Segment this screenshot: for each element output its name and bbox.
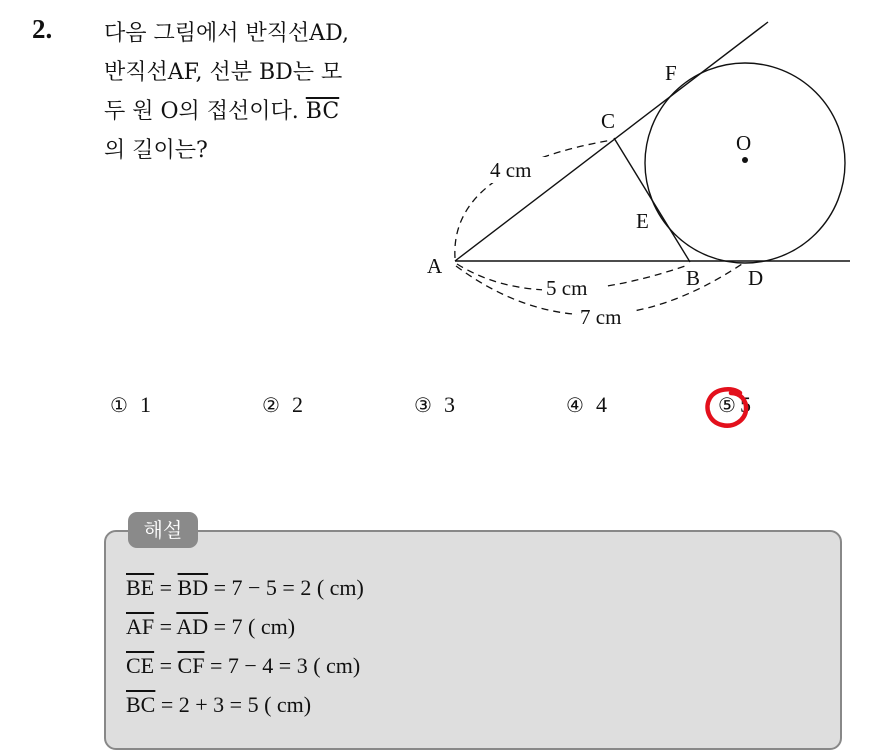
ray-af [455,22,768,261]
question-line-2: 반직선AF, 선분 BD는 모 [104,60,343,85]
choice-1[interactable] [110,392,151,418]
choice-4[interactable] [566,392,607,418]
solution-line-1-eq: = [154,575,178,600]
solution-line-2 [126,607,364,646]
choice-4-value: 4 [595,392,607,417]
choice-1-value: 1 [139,392,151,417]
solution-line-3 [126,646,364,685]
choice-3-value: 3 [443,392,455,417]
choice-2[interactable] [262,392,303,418]
point-label-a: A [427,254,443,278]
solution-line-3-rest: = 7 − 4 = 3 ( cm) [204,653,361,678]
solution-line-1-rest: = 7 − 5 = 2 ( cm) [208,575,364,600]
choice-4-number: ④ [566,393,584,417]
point-label-f: F [665,61,677,85]
point-label-o: O [736,131,752,155]
length-label-ac: 4 cm [490,158,532,182]
length-label-ab: 5 cm [546,276,588,300]
center-point-o [742,157,748,163]
solution-line-3-seg1: $\overline{CE}$ [126,653,155,678]
solution-line-4 [126,685,364,724]
choice-1-number: ① [110,393,128,417]
choice-3[interactable] [414,392,455,418]
solution-line-1-seg1: $\overline{BE}$ [126,575,155,600]
point-label-e: E [636,209,649,233]
choice-5-number: ⑤ [718,393,736,417]
solution-line-3-eq: = [154,653,178,678]
solution-line-2-seg1: $\overline{AF}$ [126,614,155,639]
question-line-3-text: 두 원 O의 접선이다. [104,99,306,124]
choice-2-number: ② [262,393,280,417]
question-number: 2. [32,14,53,44]
question-line-4: 의 길이는? [104,138,208,163]
point-label-d: D [748,266,764,290]
solution-line-2-seg2: $\overline{AD}$ [176,614,209,639]
solution-line-4-rest: = 2 + 3 = 5 ( cm) [155,692,312,717]
solution-line-1 [126,568,364,607]
answer-circle-mark-icon [700,384,756,434]
solution-lines [126,568,364,724]
point-label-b: B [686,266,701,290]
solution-line-2-rest: = 7 ( cm) [208,614,296,639]
point-label-c: C [601,109,616,133]
question-line-1: 다음 그림에서 반직선AD, [104,21,349,46]
solution-line-4-seg1: $\overline{BC}$ [126,692,156,717]
length-label-ad: 7 cm [580,305,622,329]
solution-line-2-eq: = [154,614,177,639]
solution-tag: 해설 [128,512,198,548]
segment-bc-overline: $\overline{BC}$ [305,99,340,124]
choice-5-value: 5 [739,392,751,417]
choice-3-number: ③ [414,393,432,417]
solution-line-3-seg2: $\overline{CF}$ [177,653,205,678]
solution-line-1-seg2: $\overline{BD}$ [177,575,209,600]
choice-2-value: 2 [291,392,303,417]
